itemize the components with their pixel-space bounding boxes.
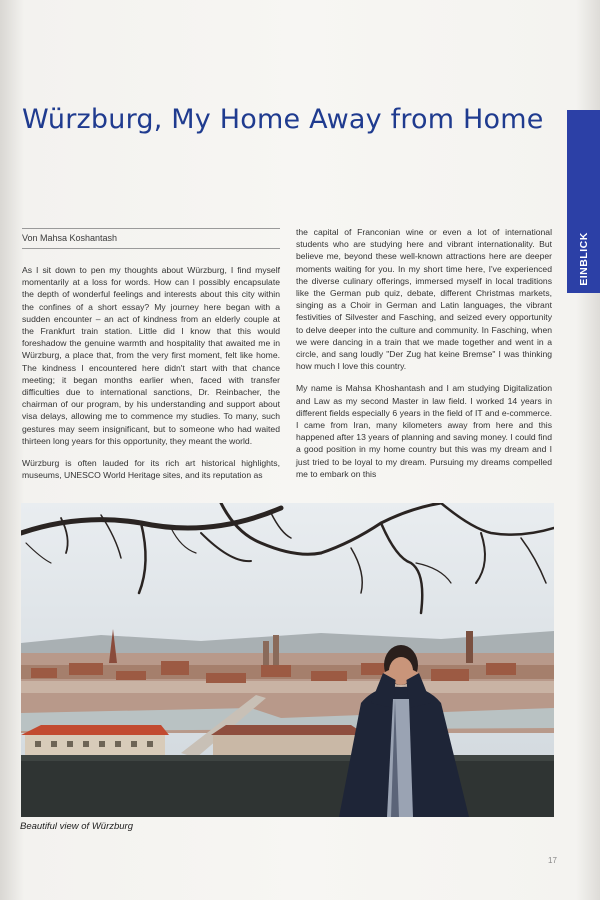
paragraph: the capital of Franconian wine or even a lot of international students who are studying here and vibrant internationality. But believe me, beyond these well-known attractions here are deeper moments waiting for you. In my short time here, I've experienced the diverse culinary offerings, immersed myself in local traditions like the German pub quiz, debate, different Christmas markets, singing as a Choir in German and Latin languages, the vibrant festivities of Silvester and Fasching, and seized every opportunity to delve deeper into the culture and community. In Fasching, when we were dancing in a train that we made together and went in a circle, and sang loudly "Der Zug hat keine Bremse" I was thinking how much I love this country. (296, 227, 552, 372)
article-column-right (296, 226, 552, 490)
article-photo (21, 503, 554, 817)
section-tab (567, 110, 600, 293)
byline-bottom-rule (22, 248, 280, 249)
paragraph: My name is Mahsa Khoshantash and I am studying Digitalization and Law as my second Master in law field. I worked 14 years in different fields especially 6 years in the field of IT and e-commerce. I came from Iran, many kilometers away from here and this happened after 13 years of planning and saving money. I could find a good position in my home country but this was my dream and I just tried to be loyal to my dream. Pursuing my dreams compelled me to embark on this (296, 383, 552, 479)
photo-caption: Beautiful view of Würzburg (20, 821, 133, 832)
section-tab-label: EINBLICK (577, 232, 590, 286)
byline: Von Mahsa Koshantash (22, 233, 118, 243)
article-title: Würzburg, My Home Away from Home (22, 104, 544, 135)
paragraph: Würzburg is often lauded for its rich art historical highlights, museums, UNESCO World Heritage sites, and its reputation as (22, 458, 280, 481)
byline-top-rule (22, 228, 280, 229)
article-column-left (22, 264, 280, 491)
paragraph: As I sit down to pen my thoughts about Würzburg, I find myself momentarily at a loss for words. How can I possibly encapsulate the depth of wonderful feelings and interests about this city within the confines of a short essay? My journey here began with a sudden encounter – an act of kindness from an elderly couple at the Frankfurt train station. Little did I know that this would foreshadow the genuine warmth and hospitality that awaited me in Würzburg, a place that, from the very first moment, felt like home. The kindness I encountered here didn't start with that chance meeting; it began months earlier when, faced with transfer difficulties due to international sanctions, Dr. Reinbacher, the chairman of our program, by his understanding and support about visa delays, allowing me to commence my studies. To many, such gestures may seem insignificant, but to someone who had waited thirteen long years for this opportunity, they meant the world. (22, 265, 280, 446)
page-number: 17 (548, 856, 557, 865)
